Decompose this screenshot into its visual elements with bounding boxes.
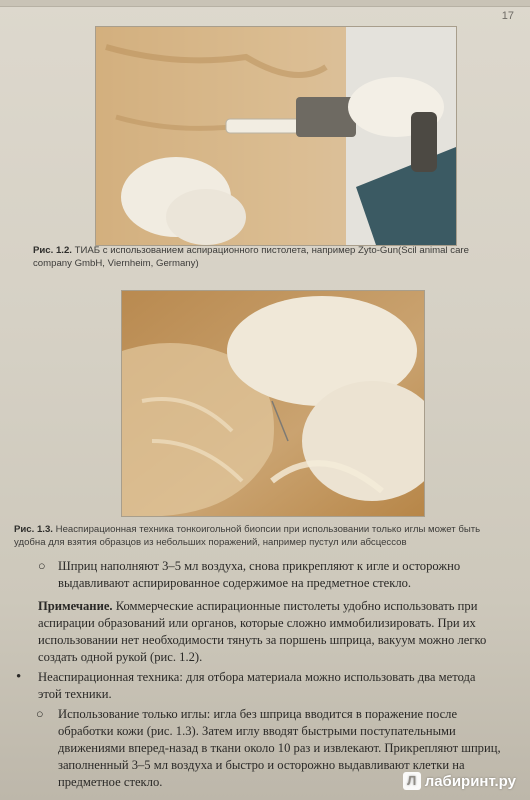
watermark-text: лабиринт.ру	[424, 772, 516, 790]
header-rule	[0, 0, 530, 7]
paragraph-nonaspiration	[16, 669, 502, 703]
figure-1-3-caption	[14, 523, 514, 549]
hollow-bullet-icon: ○	[36, 707, 44, 721]
figure-1-3-caption-text: Неаспирационная техника тонкоигольной биопсии при использовании только иглы может быть удобна для взятия образцов из небольших поражений, например пустул или абсцессов	[14, 524, 481, 548]
figure-1-3-photo	[121, 290, 425, 517]
figure-1-2-caption	[33, 244, 508, 270]
hollow-bullet-icon: ○	[38, 559, 46, 573]
figure-1-2-label: Рис. 1.2.	[33, 245, 72, 256]
solid-bullet-icon: •	[16, 669, 22, 685]
labirint-logo-icon: Л	[403, 772, 421, 790]
figure-1-2-caption-text: ТИАБ с использованием аспирационного пистолета, например Zyto-Gun(Scil animal care company GmbH, Viernheim, Germany)	[33, 245, 469, 269]
paragraph-syringe-text: Шприц наполняют 3–5 мл воздуха, снова прикрепляют к игле и осторожно выдавливают аспирированное содержимое на предметное стекло.	[58, 559, 461, 590]
note-text: Коммерческие аспирационные пистолеты удобно использовать при аспирации образований или органов, которые сложно иммобилизировать. При их использовании нет необходимости тянуть за поршень шприца, вакуум можно легко создать одной рукой (рис. 1.2).	[38, 599, 487, 664]
paragraph-nonaspiration-text: Неаспирационная техника: для отбора материала можно использовать два метода этой техники.	[38, 670, 476, 701]
page-number: 17	[501, 10, 514, 22]
figure-1-2-photo	[95, 26, 457, 246]
paragraph-syringe	[38, 558, 502, 592]
note-label: Примечание.	[38, 599, 113, 613]
note-paragraph	[38, 598, 502, 666]
figure-1-3-label: Рис. 1.3.	[14, 524, 53, 535]
labirint-watermark	[403, 772, 516, 790]
paragraph-needle-only-text: Использование только иглы: игла без шприца вводится в поражение после обработки кожи (рис. 1.3). Затем иглу вводят быстрыми поступательными движениями вперед-назад в ткани около 10 раз и извлекают. Прикрепляют шприц, заполненный 3–5 мл воздуха и быстро и осторожно выдавливают клетки на предметное стекло.	[58, 707, 501, 789]
